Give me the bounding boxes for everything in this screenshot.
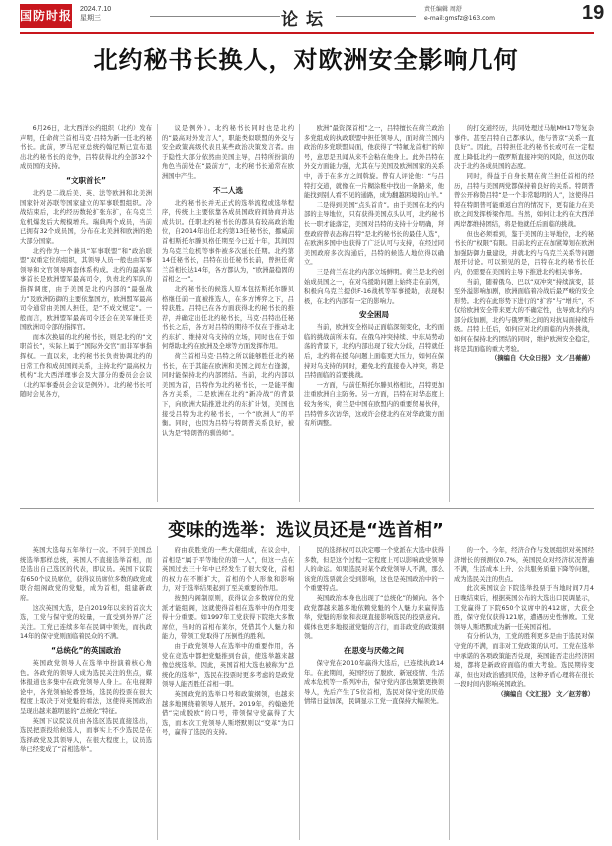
article1-headline: 北约秘书长换人，对欧洲安全影响几何: [93, 46, 519, 74]
article2-column-4: [454, 546, 594, 840]
section-title: 论坛: [281, 10, 331, 30]
paragraph: 北约秘书长的候选人原本包括斯托尔滕贝格继任前一直被推选人，在多方博弈之下，吕特获胜。吕特已在各方面获得北约秘书长的推荐，并确定出任北约秘书长，马克·吕特出任秘书长之后，各方对吕特的期待不仅在于推动北约东扩、维持对乌支持的立场，同时也在于如何帮助北约在欧洲及全球等方面发挥作用。: [162, 285, 294, 351]
column-divider: [157, 124, 158, 502]
page-header: [0, 0, 612, 34]
paragraph: 英国政党领导人在选举中扮演着核心角色。各政党的领导人成为选民关注的焦点，媒体报道也多集中在政党领导人身上。在电视辩论中，各党领袖轮番登场，选民的投票在很大程度上取决于对党魁的看法，这使得英国政治呈现出越来越明显的“总统化”特征。: [20, 659, 152, 715]
column-divider: [157, 546, 158, 840]
paragraph: 英国下议院议员由各选区选民直接选出，选民把票投给候选人，而事实上不少选民是在选择政党及其领导人，在很大程度上，议员选举已经变成了“首相选举”。: [20, 717, 152, 754]
article-separator: [20, 508, 594, 509]
subheading: 安全困局: [359, 310, 389, 320]
paragraph: 这次英国大选，是自2019年以来的首次大选，工党与保守党的较量，一直受到外界广泛关注。工党已连续多年在民调中领先，而执政14年的保守党则面临着民众的不满。: [20, 604, 152, 641]
column-divider: [299, 546, 300, 840]
article1-column-1: [20, 124, 152, 502]
subheading: 在思变与厌倦之间: [344, 645, 404, 655]
editor-name: 责任编辑 周舒: [424, 6, 462, 13]
subheading: “总统化”的英国政治: [51, 645, 121, 655]
section-divider-right: [336, 16, 416, 17]
masthead-logo: 国防时报: [20, 4, 72, 28]
paragraph: 当前，随着俄乌、巴以“双冲突”持续演变，甚至外溢影响加剧，欧洲面临着冷战后最严峻的安全形势。北约在此形势下进行的“扩容”与“增兵”，不仅给欧洲安全带来更大的不确定性，也导致北约内部分歧加剧，北约与俄罗斯之间的对抗局面持续升级。吕特上任后，如何应对北约面临的内外挑战，如何在保持北约团结的同时，维护欧洲安全稳定，将是其面临的重大考验。: [454, 278, 594, 353]
paragraph: 6月26日，北大西洋公约组织（北约）发布声明，任命荷兰首相马克·吕特为新一任北约秘书长。此前，罗马尼亚总统约翰尼斯已宣布退出北约秘书长的竞争，吕特获得北约全部32个成员国的支持。: [20, 125, 152, 171]
paragraph: 但也必须看到，鉴于美国的主导地位，北约秘书长的“权限”有限。目前北约正在加紧筹划在欧洲加强防御力量建设，并就北约与乌克兰关系等问题展开讨论。可以预见的是，吕特在北约秘书长任内，仍需要在美国的主导下推进北约相关事务。: [454, 230, 594, 276]
subheading: 不二人选: [213, 185, 243, 195]
paragraph: 民的选择权可以决定哪一个党派在大选中获得多数，但是这个过程一定程度上可以影响政党领导人的命运。如果选民对某个政党领导人不满，那么该党的选票就会受到影响，这也是英国政治中的一个重要特点。: [304, 547, 444, 593]
column-divider: [299, 124, 300, 502]
source-credit: （摘编自《文汇报》 文／赵芳蓉）: [497, 690, 594, 698]
paragraph: 府由获胜党的一些大佬组成，在议会中，首相是“属于平等地位的第一人”，但这一点在英国过去三十年中已经发生了很大变化，首相的权力在不断扩大，首相的个人形象和影响力，对于选举结果起到了至关重要的作用。: [162, 547, 294, 593]
paragraph: 由于政党领导人在选举中的重要作用，各党在竞选中都把党魁推到台前，使选举越来越像总统选举。因此，英国首相大选也被称为“总统化的选举”，选民在投票时更多考虑的是政党领导人能否胜任首相一职。: [162, 642, 294, 689]
article1-column-4: [454, 124, 594, 502]
editor-info: [424, 5, 495, 23]
article1-column-2: [162, 124, 294, 502]
paragraph: 英国政治本身也出现了“总统化”的倾向。各个政党都越来越多地依赖党魁的个人魅力来赢得选举，党魁的形象和表现直接影响选民的投票意向。媒体也更多地报道党魁的言行，而非政党的政策纲领。: [304, 594, 444, 641]
paragraph: 保守党在2010年赢得大选后，已连续执政14年。在此期间，英国经历了脱欧、新冠疫情、生活成本危机等一系列冲击，保守党内部也频繁更换领导人，先后产生了5位首相，选民对保守党的厌倦情绪日益加深，民调显示工党一直保持大幅领先。: [304, 659, 444, 706]
page-number: 19: [582, 2, 605, 24]
paragraph: 而本次换届的北约秘书长，则是北约的“文职首长”，实际上属于“国际外交官”而非军事指挥权。一直以来，北约秘书长负责协调北约的日常工作和成员国间关系，主持北约“最高权力机构”北大西洋理事会及大部分的委员会会议（北约军事委员会会议是例外）。北约秘书长可随时会见各方，: [20, 333, 152, 399]
paragraph: 的一个。今年，经济合作与发展组织对英国经济增长的预测仅0.7%，英国民众对经济状况普遍不满，生活成本上升、公共服务质量下降等问题，成为选民关注的焦点。: [454, 547, 594, 583]
paragraph: 议是例外）。北约秘书长同时也是北约的“最高对外发言人”，职能类似联盟的外交与安全政策高级代表且某些政治决策发言者。由于隐性大部分依然由美国主导，吕特所扮演的角色当前处在“最前方”，北约秘书长通常在欧洲国中产生。: [162, 125, 294, 180]
editor-email: e-mail:gmsfz@163.com: [424, 15, 495, 22]
paragraph: 同时，得益于自身长期在荷兰担任首相的经历，吕特与美国两党都保持着良好的关系。特朗普曾公开称赞吕特“是一个非常聪明的人”，这使得吕特在特朗普可能重返白宫的情况下，更有能力在美欧之间发挥桥梁作用。当然，如何让北约在大西洋两岸都维持团结，将是他就任后面临的挑战。: [454, 172, 594, 228]
paragraph: 的打交道经历，共同处理过马航MH17等复杂事件。甚至吕特自己都承认，他与普京“关系一直良好”。因此，吕特担任北约秘书长或可在一定程度上降低北约一俄罗斯直接冲突的风险，但这仍取决于北约各成员国的态度。: [454, 125, 594, 171]
paragraph: 欧洲“最资深首相”之一，吕特擅长在荷兰政治多党组成的执政联盟中担任领导人，面对荷兰国内政治的多党联盟局面，他获得了“特氟龙首相”的绰号，意思是丑闻从来不会粘在他身上。此外吕特在外交方面能力强，尤其在与美国及欧洲国家的关系中，善于在多方之间斡旋。曾有人评论他：“与吕特打交道，就像在一片糊涂账中找出一条路来，他能找到别人看不见的通路，成为翻越困境的山羊。”: [304, 125, 444, 200]
paragraph: 英国政党的选举口号和政策纲领，也越来越多地围绕着领导人展开。2019年，约翰逊凭借“完成脱欧”的口号，带领保守党赢得了大选，而本次工党领导人斯塔默则以“变革”为口号，赢得了选民的支持。: [162, 690, 294, 737]
article2-headline: 变味的选举：选议员还是“选首相”: [168, 520, 444, 541]
paragraph: 按照内阁制原则，获得议会多数席位的党派才能组阁，这就使得首相在选举中的作用变得十分重要。如1997年工党获得下院绝大多数席位，当时的首相布莱尔，凭借其个人魅力和能力，带领工党取得了压倒性的胜利。: [162, 594, 294, 641]
paragraph: 当前，欧洲安全格局正面临深刻变化，北约面临的挑战前所未有。在俄乌冲突持续、中东局势动荡的背景下，北约内部出现了较大分歧，吕特就任后，北约将在援乌问题上面临更大压力，如何在保持对乌支持的同时，避免北约直接卷入冲突，将是吕特面临的首要挑战。: [304, 324, 444, 380]
paragraph: 二是得到美国“点头首肯”。由于美国在北约内部的主导地位，只有获得美国点头认可，北约秘书长一职才能落定，美国对吕特的支持十分明确，拜登政府曾表态称吕特“是北约秘书长的最佳人选”，在欧洲多国中也获得了广泛认可与支持，在经过同美国政府多次沟通后，吕特的候选人地位得以确立。: [304, 201, 444, 267]
paragraph: 一方面，与前任斯托尔滕贝格相比，吕特更加注重欧洲自主防务。另一方面，吕特在对华态度上较为务实，荷兰是中国在欧盟内的重要贸易伙伴，吕特曾多次访华，这或许会使北约在对华政策方面有所调整。: [304, 381, 444, 428]
paragraph: 三是荷兰在北约内部立场鲜明。荷兰是北约创始成员国之一，在对乌援助问题上始终走在前列，积极向乌克兰提供F-16战机等军事援助，表现积极，在北约内部有一定的影响力。: [304, 268, 444, 305]
paragraph: 荷兰首相马克·吕特之所以能够胜任北约秘书长，在于其能在欧洲和美国之间左右逢源，同时能保持北约内部团结。当前，北约内部以美国为首，吕特作为北约秘书长，一是能平衡各方关系，二是欧洲在北约“新冷战”的背景下，向欧洲大陆推进北约的东扩计划，美国也接受吕特为北约秘书长，一个“欧洲人”的平衡。同时，也因为吕特与特朗普关系良好，被认为是“特朗普的驯兽师”。: [162, 353, 294, 437]
article2-column-3: [304, 546, 444, 840]
paragraph: 英国大选每五年举行一次。不同于美国总统选举那样总统，英国人不直接选举首相，而是选出自己选区的代表，即议员。英国下议院有650个议员席位，获得议员席位多数的政党或联合组阁政党的党魁，成为首相，组建新政府。: [20, 547, 152, 602]
issue-weekday: 星期三: [80, 15, 101, 22]
article2-column-2: [162, 546, 294, 840]
paragraph: 北约是二战后美、英、法等欧洲和北美洲国家针对苏联等国家建立的军事联盟组织。冷战结束后，北约经历数轮扩张东扩，在乌克兰危机爆发后大规模增兵。瑞典两个成员，当前已拥有32个成员国，分布在北美洲和欧洲的绝大部分国家。: [20, 189, 152, 245]
article1-column-3: [304, 124, 444, 502]
column-divider: [449, 124, 450, 502]
subheading: “文职首长”: [66, 175, 106, 185]
paragraph: 此次英国议会下院选举投票于当地时间7月4日晚结束后，根据英国公布的大选出口民调显示，工党赢得了下院650个议席中的412席，大获全胜，保守党仅获得121席，遭遇历史性惨败。工党领导人斯塔默成为新一任英国首相。: [454, 585, 594, 631]
header-rule: [20, 32, 594, 34]
article2-column-1: [20, 546, 152, 840]
source-credit: （摘编自《大众日报》 文／吕薇薇）: [491, 355, 594, 363]
paragraph: 有分析认为，工党的胜利更多是由于选民对保守党的不满，而非对工党政策的认可。工党在选举中承诺的各项政策能否兑现，英国能否走出经济困境，都将是新政府面临的重大考验。选民期待变革，但也对政治感到厌倦，这种矛盾心理将在很长一段时间内影响英国政治。: [454, 633, 594, 689]
column-divider: [449, 546, 450, 840]
issue-date: 2024.7.10: [80, 6, 112, 13]
paragraph: 北约作为一个兼具“军事联盟”和“政治联盟”双重定位的组织，其领导人员一般也由军事领导和文官领导两套体系构成。北约的最高军事首长是欧洲盟军最高司令，负责北约军队的指挥调度，由于美国是北约内部的“最强战力”及欧洲防御的主要依靠国方，欧洲盟军最高司令通常由美国人担任，是“不成文规定”。一般而言，欧洲盟军最高司令还会在美军兼任美国欧洲司令部的指挥官。: [20, 247, 152, 332]
paragraph: 北约秘书长并无正式的选举流程或选举程序，传统上主要依靠各成员国政府间协商并达成共识。任职北约秘书长的都具有较高政治地位，自2014年出任北约第13任秘书长，挪威前首相斯托尔滕贝格任期至今已近十年，其间因为乌克兰危机等事件被多次延长任期。北约第14任秘书长，吕特在出任秘书长前，曾担任荷兰首相长达14年，各方都认为，“欧洲最稳固的首相之一”。: [162, 199, 294, 284]
